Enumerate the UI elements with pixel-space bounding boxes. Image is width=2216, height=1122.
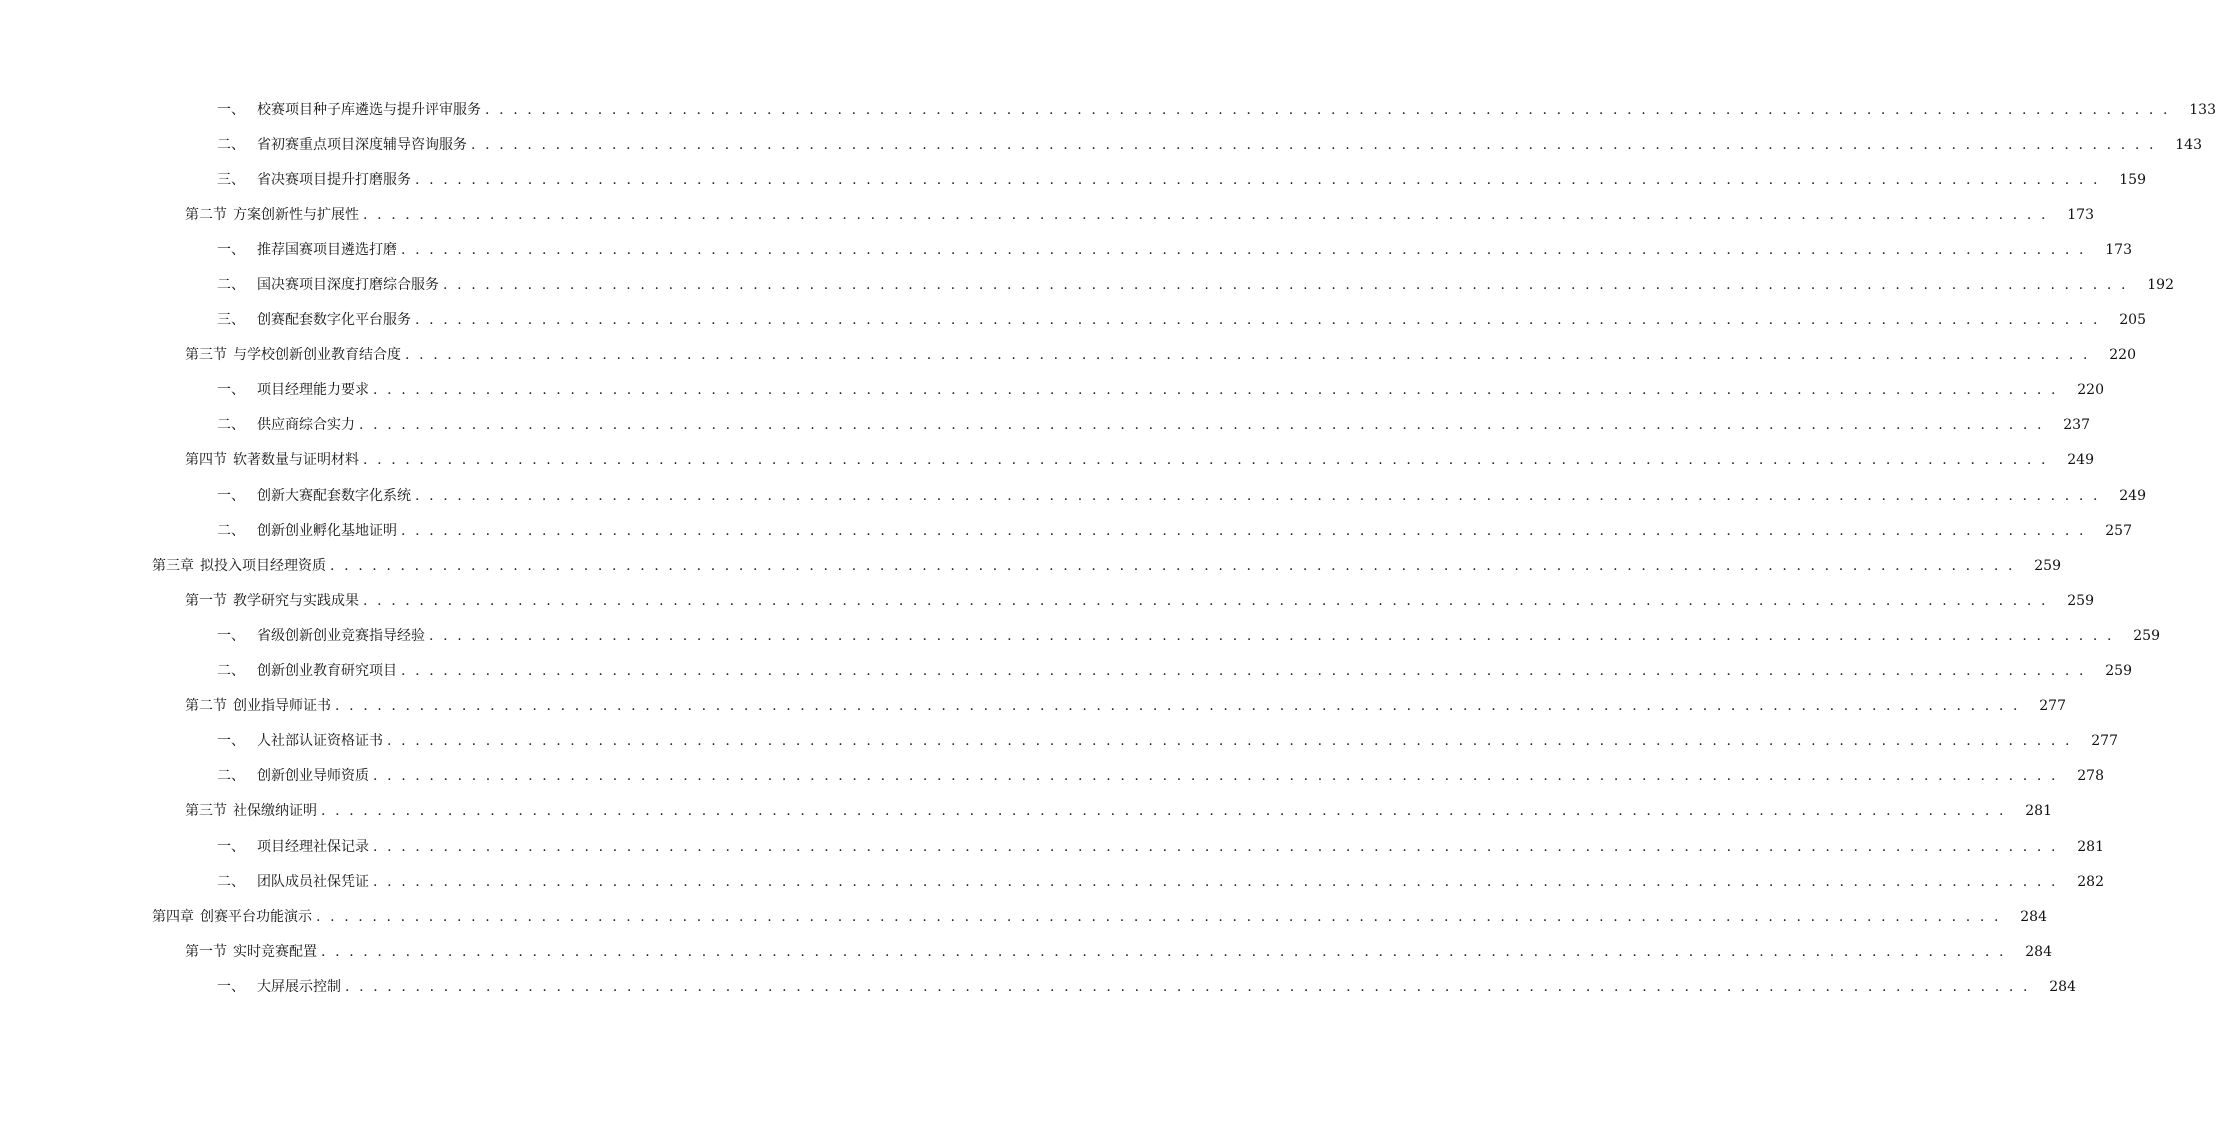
toc-entry-title: 实时竞赛配置 <box>233 943 317 960</box>
toc-entry-page-number: 259 <box>2034 557 2061 574</box>
toc-entry-page-number: 259 <box>2067 592 2094 609</box>
toc-dot-leader: . . . . . . . . . . . . . . . . . . . . . . . . . . . . . . . . . . . . . . . . . . . . . . . . . . . . . . . . . . . . . . . . . . . . . . . . . . . . . . . . . . . . . . . . . . . . . . . . . . . . . . . . . . . . . . . . . . . . . . . . <box>471 136 2156 153</box>
toc-entry-title: 创赛平台功能演示 <box>200 908 312 925</box>
toc-dot-leader: . . . . . . . . . . . . . . . . . . . . . . . . . . . . . . . . . . . . . . . . . . . . . . . . . . . . . . . . . . . . . . . . . . . . . . . . . . . . . . . . . . . . . . . . . . . . . . . . . . . . . . . . . . . . . . . . . . . . . . . . <box>405 347 2090 364</box>
toc-entry-number: 三、 <box>217 312 245 329</box>
toc-entry-page-number: 205 <box>2119 312 2146 329</box>
toc-dot-leader: . . . . . . . . . . . . . . . . . . . . . . . . . . . . . . . . . . . . . . . . . . . . . . . . . . . . . . . . . . . . . . . . . . . . . . . . . . . . . . . . . . . . . . . . . . . . . . . . . . . . . . . . . . . . . . . . . . . . . . . . <box>321 803 2006 820</box>
toc-entry-page-number: 192 <box>2147 277 2174 294</box>
toc-entry-number: 二、 <box>217 522 245 539</box>
toc-entry[interactable] <box>0 408 2090 443</box>
toc-entry-page-number: 237 <box>2063 417 2090 434</box>
toc-entry-number: 第三节 <box>185 347 227 364</box>
toc-entry-title: 推荐国赛项目遴选打磨 <box>257 241 397 258</box>
toc-entry-title: 省初赛重点项目深度辅导咨询服务 <box>257 136 467 153</box>
toc-dot-leader: . . . . . . . . . . . . . . . . . . . . . . . . . . . . . . . . . . . . . . . . . . . . . . . . . . . . . . . . . . . . . . . . . . . . . . . . . . . . . . . . . . . . . . . . . . . . . . . . . . . . . . . . . . . . . . . . . . . . . . . . <box>373 873 2058 890</box>
toc-entry[interactable] <box>0 689 2066 724</box>
toc-dot-leader: . . . . . . . . . . . . . . . . . . . . . . . . . . . . . . . . . . . . . . . . . . . . . . . . . . . . . . . . . . . . . . . . . . . . . . . . . . . . . . . . . . . . . . . . . . . . . . . . . . . . . . . . . . . . . . . . . . . . . . . . <box>401 663 2086 680</box>
toc-entry-page-number: 159 <box>2119 171 2146 188</box>
toc-dot-leader: . . . . . . . . . . . . . . . . . . . . . . . . . . . . . . . . . . . . . . . . . . . . . . . . . . . . . . . . . . . . . . . . . . . . . . . . . . . . . . . . . . . . . . . . . . . . . . . . . . . . . . . . . . . . . . . . . . . . . . . . <box>363 452 2048 469</box>
toc-entry-page-number: 277 <box>2039 698 2066 715</box>
toc-entry[interactable] <box>0 443 2094 478</box>
toc-entry-title: 创新大赛配套数字化系统 <box>257 487 411 504</box>
toc-entry-number: 二、 <box>217 768 245 785</box>
toc-entry-number: 一、 <box>217 487 245 504</box>
toc-entry-title: 国决赛项目深度打磨综合服务 <box>257 277 439 294</box>
toc-entry-title: 社保缴纳证明 <box>233 803 317 820</box>
toc-entry-number: 二、 <box>217 663 245 680</box>
toc-entry-number: 第二节 <box>185 698 227 715</box>
toc-dot-leader: . . . . . . . . . . . . . . . . . . . . . . . . . . . . . . . . . . . . . . . . . . . . . . . . . . . . . . . . . . . . . . . . . . . . . . . . . . . . . . . . . . . . . . . . . . . . . . . . . . . . . . . . . . . . . . . . . . . . . . . . <box>415 487 2100 504</box>
toc-entry-number: 三、 <box>217 171 245 188</box>
toc-dot-leader: . . . . . . . . . . . . . . . . . . . . . . . . . . . . . . . . . . . . . . . . . . . . . . . . . . . . . . . . . . . . . . . . . . . . . . . . . . . . . . . . . . . . . . . . . . . . . . . . . . . . . . . . . . . . . . . . . . . . . . . . <box>363 592 2048 609</box>
toc-entry-title: 创新创业导师资质 <box>257 768 369 785</box>
toc-entry[interactable] <box>0 478 2146 513</box>
toc-entry-page-number: 259 <box>2133 627 2160 644</box>
toc-entry-page-number: 133 <box>2189 101 2216 118</box>
toc-entry-number: 第一节 <box>185 592 227 609</box>
toc-entry-page-number: 278 <box>2077 768 2104 785</box>
toc-entry[interactable] <box>0 548 2061 583</box>
toc-entry[interactable] <box>0 338 2136 373</box>
toc-entry[interactable] <box>0 232 2132 267</box>
toc-entry-number: 第二节 <box>185 206 227 223</box>
toc-entry-page-number: 284 <box>2049 978 2076 995</box>
toc-entry[interactable] <box>0 267 2174 302</box>
toc-entry-number: 一、 <box>217 241 245 258</box>
toc-dot-leader: . . . . . . . . . . . . . . . . . . . . . . . . . . . . . . . . . . . . . . . . . . . . . . . . . . . . . . . . . . . . . . . . . . . . . . . . . . . . . . . . . . . . . . . . . . . . . . . . . . . . . . . . . . . . . . . . . . . . . . . . <box>316 908 2001 925</box>
toc-entry[interactable] <box>0 583 2094 618</box>
toc-entry-page-number: 277 <box>2091 733 2118 750</box>
toc-entry-page-number: 281 <box>2077 838 2104 855</box>
toc-entry[interactable] <box>0 759 2104 794</box>
toc-entry[interactable] <box>0 303 2146 338</box>
toc-entry[interactable] <box>0 654 2132 689</box>
toc-entry-page-number: 281 <box>2025 803 2052 820</box>
toc-entry-page-number: 284 <box>2020 908 2047 925</box>
toc-dot-leader: . . . . . . . . . . . . . . . . . . . . . . . . . . . . . . . . . . . . . . . . . . . . . . . . . . . . . . . . . . . . . . . . . . . . . . . . . . . . . . . . . . . . . . . . . . . . . . . . . . . . . . . . . . . . . . . . . . . . . . . . <box>415 171 2100 188</box>
toc-entry-number: 第四节 <box>185 452 227 469</box>
toc-entry-title: 校赛项目种子库遴选与提升评审服务 <box>257 101 481 118</box>
toc-dot-leader: . . . . . . . . . . . . . . . . . . . . . . . . . . . . . . . . . . . . . . . . . . . . . . . . . . . . . . . . . . . . . . . . . . . . . . . . . . . . . . . . . . . . . . . . . . . . . . . . . . . . . . . . . . . . . . . . . . . . . . . . <box>429 627 2114 644</box>
toc-dot-leader: . . . . . . . . . . . . . . . . . . . . . . . . . . . . . . . . . . . . . . . . . . . . . . . . . . . . . . . . . . . . . . . . . . . . . . . . . . . . . . . . . . . . . . . . . . . . . . . . . . . . . . . . . . . . . . . . . . . . . . . . <box>401 522 2086 539</box>
toc-entry[interactable] <box>0 618 2160 653</box>
toc-entry-page-number: 173 <box>2105 241 2132 258</box>
toc-entry-title: 创新创业教育研究项目 <box>257 663 397 680</box>
toc-entry-title: 创新创业孵化基地证明 <box>257 522 397 539</box>
toc-entry-number: 第四章 <box>152 908 194 925</box>
toc-entry-number: 二、 <box>217 873 245 890</box>
toc-entry[interactable] <box>0 197 2094 232</box>
toc-entry[interactable] <box>0 934 2052 969</box>
toc-entry-number: 一、 <box>217 101 245 118</box>
toc-dot-leader: . . . . . . . . . . . . . . . . . . . . . . . . . . . . . . . . . . . . . . . . . . . . . . . . . . . . . . . . . . . . . . . . . . . . . . . . . . . . . . . . . . . . . . . . . . . . . . . . . . . . . . . . . . . . . . . . . . . . . . . . <box>401 241 2086 258</box>
toc-entry-number: 一、 <box>217 382 245 399</box>
toc-dot-leader: . . . . . . . . . . . . . . . . . . . . . . . . . . . . . . . . . . . . . . . . . . . . . . . . . . . . . . . . . . . . . . . . . . . . . . . . . . . . . . . . . . . . . . . . . . . . . . . . . . . . . . . . . . . . . . . . . . . . . . . . <box>345 978 2030 995</box>
toc-entry-number: 第三节 <box>185 803 227 820</box>
toc-entry[interactable] <box>0 864 2104 899</box>
toc-entry-number: 二、 <box>217 136 245 153</box>
toc-dot-leader: . . . . . . . . . . . . . . . . . . . . . . . . . . . . . . . . . . . . . . . . . . . . . . . . . . . . . . . . . . . . . . . . . . . . . . . . . . . . . . . . . . . . . . . . . . . . . . . . . . . . . . . . . . . . . . . . . . . . . . . . <box>443 277 2128 294</box>
table-of-contents <box>0 92 2216 1004</box>
toc-entry[interactable] <box>0 162 2146 197</box>
toc-entry[interactable] <box>0 92 2216 127</box>
toc-entry-page-number: 257 <box>2105 522 2132 539</box>
toc-entry-number: 二、 <box>217 417 245 434</box>
toc-entry[interactable] <box>0 513 2132 548</box>
toc-dot-leader: . . . . . . . . . . . . . . . . . . . . . . . . . . . . . . . . . . . . . . . . . . . . . . . . . . . . . . . . . . . . . . . . . . . . . . . . . . . . . . . . . . . . . . . . . . . . . . . . . . . . . . . . . . . . . . . . . . . . . . . . <box>485 101 2170 118</box>
toc-dot-leader: . . . . . . . . . . . . . . . . . . . . . . . . . . . . . . . . . . . . . . . . . . . . . . . . . . . . . . . . . . . . . . . . . . . . . . . . . . . . . . . . . . . . . . . . . . . . . . . . . . . . . . . . . . . . . . . . . . . . . . . . <box>373 768 2058 785</box>
toc-entry-title: 团队成员社保凭证 <box>257 873 369 890</box>
toc-entry-page-number: 220 <box>2077 382 2104 399</box>
toc-entry-title: 大屏展示控制 <box>257 978 341 995</box>
toc-entry-number: 一、 <box>217 733 245 750</box>
toc-entry-page-number: 220 <box>2109 347 2136 364</box>
toc-entry-page-number: 284 <box>2025 943 2052 960</box>
toc-entry-title: 项目经理能力要求 <box>257 382 369 399</box>
toc-dot-leader: . . . . . . . . . . . . . . . . . . . . . . . . . . . . . . . . . . . . . . . . . . . . . . . . . . . . . . . . . . . . . . . . . . . . . . . . . . . . . . . . . . . . . . . . . . . . . . . . . . . . . . . . . . . . . . . . . . . . . . . . <box>330 557 2015 574</box>
toc-entry-page-number: 173 <box>2067 206 2094 223</box>
toc-dot-leader: . . . . . . . . . . . . . . . . . . . . . . . . . . . . . . . . . . . . . . . . . . . . . . . . . . . . . . . . . . . . . . . . . . . . . . . . . . . . . . . . . . . . . . . . . . . . . . . . . . . . . . . . . . . . . . . . . . . . . . . . <box>415 312 2100 329</box>
toc-entry-title: 省决赛项目提升打磨服务 <box>257 171 411 188</box>
toc-entry[interactable] <box>0 794 2052 829</box>
toc-dot-leader: . . . . . . . . . . . . . . . . . . . . . . . . . . . . . . . . . . . . . . . . . . . . . . . . . . . . . . . . . . . . . . . . . . . . . . . . . . . . . . . . . . . . . . . . . . . . . . . . . . . . . . . . . . . . . . . . . . . . . . . . <box>359 417 2044 434</box>
toc-entry[interactable] <box>0 724 2118 759</box>
toc-entry-title: 拟投入项目经理资质 <box>200 557 326 574</box>
toc-dot-leader: . . . . . . . . . . . . . . . . . . . . . . . . . . . . . . . . . . . . . . . . . . . . . . . . . . . . . . . . . . . . . . . . . . . . . . . . . . . . . . . . . . . . . . . . . . . . . . . . . . . . . . . . . . . . . . . . . . . . . . . . <box>363 206 2048 223</box>
toc-entry-title: 供应商综合实力 <box>257 417 355 434</box>
toc-entry[interactable] <box>0 969 2076 1004</box>
toc-entry-title: 人社部认证资格证书 <box>257 733 383 750</box>
toc-entry[interactable] <box>0 899 2047 934</box>
toc-entry-page-number: 259 <box>2105 663 2132 680</box>
toc-dot-leader: . . . . . . . . . . . . . . . . . . . . . . . . . . . . . . . . . . . . . . . . . . . . . . . . . . . . . . . . . . . . . . . . . . . . . . . . . . . . . . . . . . . . . . . . . . . . . . . . . . . . . . . . . . . . . . . . . . . . . . . . <box>321 943 2006 960</box>
toc-entry[interactable] <box>0 829 2104 864</box>
toc-entry-number: 二、 <box>217 277 245 294</box>
toc-entry-title: 项目经理社保记录 <box>257 838 369 855</box>
toc-entry[interactable] <box>0 373 2104 408</box>
toc-entry-page-number: 282 <box>2077 873 2104 890</box>
toc-entry-number: 第一节 <box>185 943 227 960</box>
toc-entry-title: 软著数量与证明材料 <box>233 452 359 469</box>
toc-entry-page-number: 249 <box>2119 487 2146 504</box>
toc-entry-title: 教学研究与实践成果 <box>233 592 359 609</box>
toc-entry-number: 一、 <box>217 978 245 995</box>
toc-entry-title: 方案创新性与扩展性 <box>233 206 359 223</box>
toc-dot-leader: . . . . . . . . . . . . . . . . . . . . . . . . . . . . . . . . . . . . . . . . . . . . . . . . . . . . . . . . . . . . . . . . . . . . . . . . . . . . . . . . . . . . . . . . . . . . . . . . . . . . . . . . . . . . . . . . . . . . . . . . <box>335 698 2020 715</box>
toc-dot-leader: . . . . . . . . . . . . . . . . . . . . . . . . . . . . . . . . . . . . . . . . . . . . . . . . . . . . . . . . . . . . . . . . . . . . . . . . . . . . . . . . . . . . . . . . . . . . . . . . . . . . . . . . . . . . . . . . . . . . . . . . <box>387 733 2072 750</box>
toc-entry-title: 创赛配套数字化平台服务 <box>257 312 411 329</box>
toc-entry-page-number: 143 <box>2175 136 2202 153</box>
toc-entry-page-number: 249 <box>2067 452 2094 469</box>
toc-entry-title: 省级创新创业竞赛指导经验 <box>257 627 425 644</box>
toc-entry[interactable] <box>0 127 2202 162</box>
toc-entry-number: 一、 <box>217 838 245 855</box>
toc-entry-title: 与学校创新创业教育结合度 <box>233 347 401 364</box>
toc-dot-leader: . . . . . . . . . . . . . . . . . . . . . . . . . . . . . . . . . . . . . . . . . . . . . . . . . . . . . . . . . . . . . . . . . . . . . . . . . . . . . . . . . . . . . . . . . . . . . . . . . . . . . . . . . . . . . . . . . . . . . . . . <box>373 382 2058 399</box>
toc-entry-title: 创业指导师证书 <box>233 698 331 715</box>
toc-entry-number: 第三章 <box>152 557 194 574</box>
toc-dot-leader: . . . . . . . . . . . . . . . . . . . . . . . . . . . . . . . . . . . . . . . . . . . . . . . . . . . . . . . . . . . . . . . . . . . . . . . . . . . . . . . . . . . . . . . . . . . . . . . . . . . . . . . . . . . . . . . . . . . . . . . . <box>373 838 2058 855</box>
toc-entry-number: 一、 <box>217 627 245 644</box>
